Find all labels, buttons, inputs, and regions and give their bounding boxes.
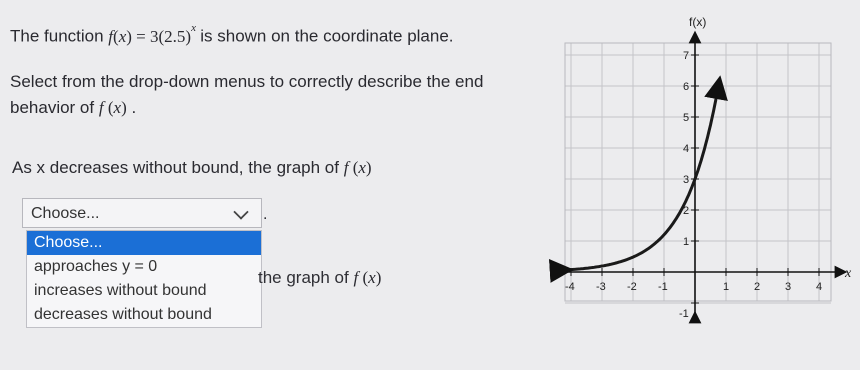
- dropdown-option-decreases[interactable]: decreases without bound: [34, 306, 212, 323]
- x-tick-label: -3: [596, 281, 606, 293]
- x-tick-label: -4: [565, 281, 575, 293]
- function-notation: f (x): [98, 98, 127, 117]
- graph-axes: [561, 37, 841, 317]
- function-expression: $f(x) = 3(2.5)^x$: [108, 22, 196, 46]
- x-tick-label: 2: [754, 281, 761, 293]
- x-tick-label: 4: [816, 281, 823, 293]
- dropdown-option-approaches-zero[interactable]: approaches y = 0: [34, 258, 158, 275]
- intro-prefix: The function: [10, 26, 104, 46]
- chevron-down-icon[interactable]: [233, 204, 248, 219]
- end-behavior-prompt: As x decreases without bound, the graph of f (x): [12, 158, 372, 177]
- dropdown-option-increases[interactable]: increases without bound: [34, 282, 207, 299]
- x-axis-label: x: [845, 266, 852, 281]
- instruction-line-1: Select from the drop-down menus to correctly describe the end: [10, 72, 484, 91]
- y-axis-label: f(x): [689, 15, 707, 29]
- coordinate-plane: [555, 14, 852, 344]
- x-tick-label: -1: [658, 281, 668, 293]
- y-tick-label: 7: [683, 50, 690, 62]
- y-tick-label: 1: [683, 236, 690, 248]
- question-intro: [10, 22, 454, 47]
- x-tick-label: 3: [785, 281, 792, 293]
- select-value: Choose...: [31, 205, 100, 222]
- y-tick-label: 2: [683, 205, 690, 217]
- y-tick-label: -1: [679, 308, 689, 320]
- y-tick-label: 3: [683, 174, 690, 186]
- end-behavior-select[interactable]: [22, 198, 262, 228]
- intro-suffix: is shown on the coordinate plane.: [200, 26, 454, 46]
- x-tick-label: -2: [627, 281, 637, 293]
- y-tick-label: 5: [683, 112, 690, 124]
- second-prompt: the graph of f (x): [258, 268, 382, 287]
- dropdown-menu: [26, 230, 262, 328]
- instruction-line-2: behavior of f (x) .: [10, 98, 137, 117]
- x-tick-label: 1: [723, 281, 730, 293]
- y-tick-label: 6: [683, 81, 690, 93]
- trailing-period: .: [263, 206, 268, 223]
- y-tick-label: 4: [683, 143, 690, 155]
- dropdown-option-choose[interactable]: Choose...: [27, 231, 261, 255]
